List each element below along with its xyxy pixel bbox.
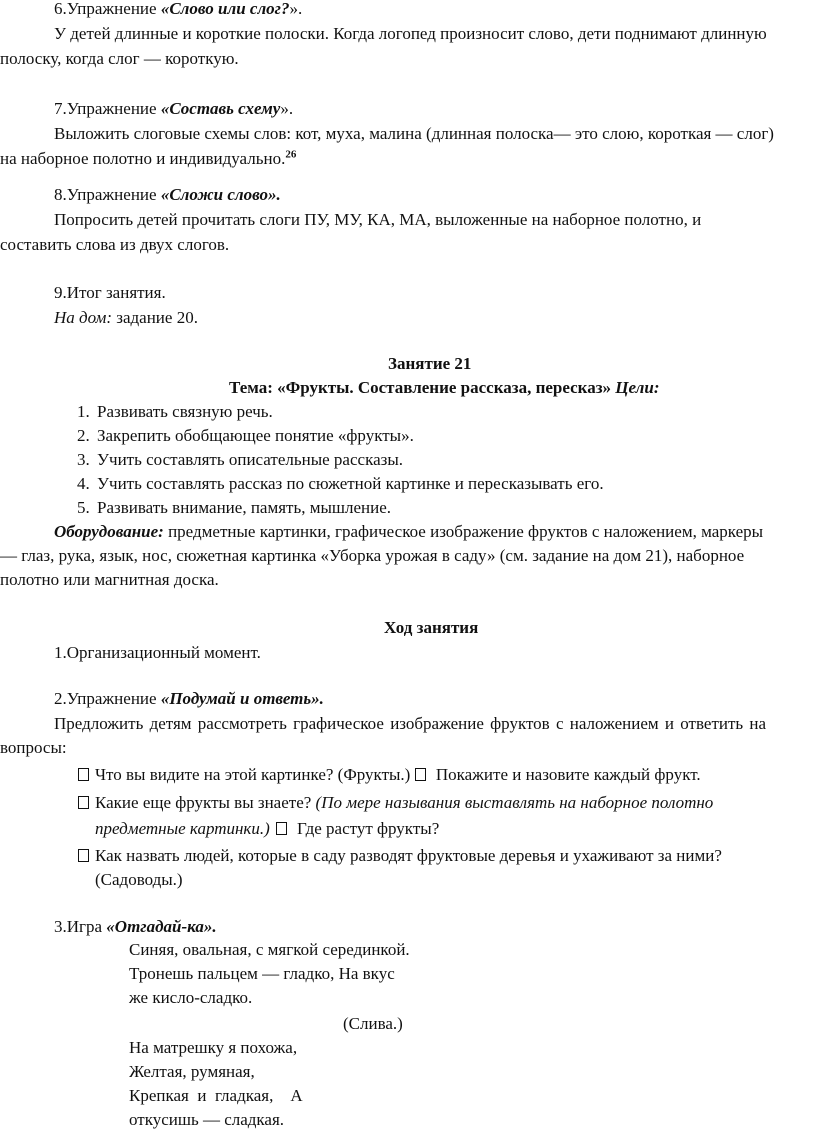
question-item: [78, 790, 816, 815]
ex8-prefix: 8.Упражнение: [54, 185, 161, 204]
homework-label: На дом:: [54, 308, 112, 327]
goal-text: Развивать связную речь.: [97, 402, 273, 421]
checkbox-bullet-icon: [78, 796, 89, 809]
ex2-name: «Подумай и ответь».: [160, 689, 324, 708]
question-item-cont: [95, 816, 816, 841]
goal-number: 3.: [77, 450, 90, 469]
ex6-name: Слово или слог?: [169, 0, 290, 18]
lesson-title: [388, 351, 816, 376]
goal-item: [77, 447, 816, 472]
riddle-line: Крепкая и гладкая, А: [129, 1086, 303, 1105]
riddle-answer: (Слива.): [343, 1014, 403, 1033]
question-item: [78, 762, 816, 787]
goals-label: Цели:: [615, 378, 660, 397]
question-instruction: предметные картинки.): [95, 819, 270, 838]
riddle-line: Синяя, овальная, с мягкой серединкой.: [129, 940, 410, 959]
checkbox-bullet-icon: [78, 849, 89, 862]
ex8-name: «Сложи слово».: [160, 185, 281, 204]
goal-text: Учить составлять описательные рассказы.: [97, 450, 403, 469]
goal-text: Развивать внимание, память, мышление.: [97, 498, 392, 517]
checkbox-bullet-icon: [415, 768, 426, 781]
ex7-line2: [0, 146, 816, 171]
footnote-marker: 26: [285, 148, 297, 161]
game-name: «Отгадай-ка».: [106, 917, 217, 936]
ex6-open-quote: «: [160, 0, 170, 18]
equipment-line2: — глаз, рука, язык, нос, сюжетная картинка «Уборка урожая в саду» (см. задание на дом 21), наборное: [0, 546, 745, 565]
riddle-line: На матрешку я похожа,: [129, 1038, 298, 1057]
question-text: Что вы видите на этой картинке? (Фрукты.): [95, 765, 415, 784]
question-item: [78, 843, 816, 868]
ex6-close-quote: ».: [289, 0, 303, 18]
ex2-line1: Предложить детям рассмотреть графическое изображение фруктов с наложением и ответить на: [54, 714, 767, 733]
question-text: Где растут фрукты?: [292, 819, 440, 838]
ex7-prefix: 7.Упражнение: [54, 99, 161, 118]
riddle-line: Тронешь пальцем — гладко, На вкус: [129, 964, 395, 983]
goal-item: [77, 495, 816, 520]
ex8-line1: Попросить детей прочитать слоги ПУ, МУ, КА, МА, выложенные на наборное полотно, и: [54, 210, 702, 229]
question-text: Как назвать людей, которые в саду разводят фруктовые деревья и ухаживают за ними?: [95, 846, 722, 865]
question-instruction: (По мере называния выставлять на наборное полотно: [315, 793, 714, 812]
riddle-line: Желтая, румяная,: [129, 1062, 255, 1081]
goal-number: 5.: [77, 498, 90, 517]
course-title: [384, 615, 816, 640]
ex7-line2-text: на наборное полотно и индивидуально.: [0, 149, 286, 168]
question-text: Какие еще фрукты вы знаете?: [95, 793, 316, 812]
goal-item: [77, 399, 816, 424]
ex6-prefix: 6.Упражнение: [54, 0, 161, 18]
ex9-homework: [54, 305, 816, 330]
ex2-prefix: 2.Упражнение: [54, 689, 161, 708]
goal-number: 4.: [77, 474, 90, 493]
question-text: Покажите и назовите каждый фрукт.: [431, 765, 701, 784]
ex7-line1: Выложить слоговые схемы слов: кот, муха, малина (длинная полоска— это слою, короткая — слог): [54, 124, 774, 143]
game-heading: [54, 914, 816, 939]
question-answer: (Садоводы.): [95, 870, 183, 889]
ex7-close-quote: ».: [280, 99, 294, 118]
lesson-topic-text: Тема: «Фрукты. Составление рассказа, пересказ»: [229, 378, 616, 397]
equipment-label: Оборудование:: [54, 522, 164, 541]
ex8-line2: составить слова из двух слогов.: [0, 235, 230, 254]
riddle-line: откусишь — сладкая.: [129, 1110, 285, 1129]
checkbox-bullet-icon: [78, 768, 89, 781]
course-title-text: Ход занятия: [384, 618, 479, 637]
goal-item: [77, 471, 816, 496]
goal-text: Закрепить обобщающее понятие «фрукты».: [97, 426, 414, 445]
goal-number: 2.: [77, 426, 90, 445]
game-prefix: 3.Игра: [54, 917, 107, 936]
goal-item: [77, 423, 816, 448]
ex6-line2: полоску, когда слог — короткую.: [0, 49, 239, 68]
homework-text: задание 20.: [112, 308, 198, 327]
ex8-heading: [54, 182, 816, 207]
lesson-topic: [229, 375, 816, 400]
ex2-line2: вопросы:: [0, 738, 67, 757]
equipment-line1: [54, 519, 816, 544]
ex7-name: Составь схему: [169, 99, 281, 118]
goal-number: 1.: [77, 402, 90, 421]
lesson-title-text: Занятие 21: [388, 354, 472, 373]
ex2-heading: [54, 686, 816, 711]
goal-text: Учить составлять рассказ по сюжетной картинке и пересказывать его.: [97, 474, 604, 493]
ex9-title: 9.Итог занятия.: [54, 283, 166, 302]
ex6-heading: [54, 0, 816, 21]
step1: 1.Организационный момент.: [54, 643, 261, 662]
equipment-line3: полотно или магнитная доска.: [0, 570, 219, 589]
ex7-heading: [54, 96, 816, 121]
ex6-line1: У детей длинные и короткие полоски. Когда логопед произносит слово, дети поднимают длинную: [54, 24, 767, 43]
riddle-line: же кисло-сладко.: [129, 988, 253, 1007]
ex7-open-quote: «: [160, 99, 170, 118]
checkbox-bullet-icon: [276, 822, 287, 835]
equipment-text: предметные картинки, графическое изображение фруктов с наложением, маркеры: [163, 522, 764, 541]
